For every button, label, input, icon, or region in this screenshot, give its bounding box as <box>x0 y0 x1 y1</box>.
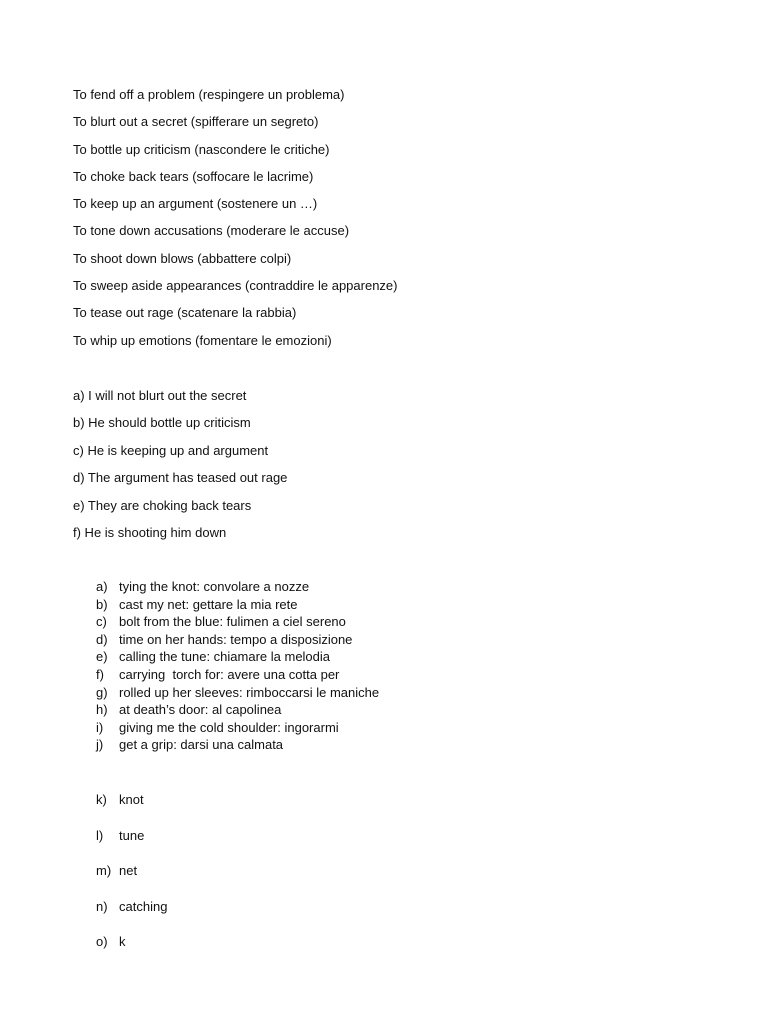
idiom-text: rolled up her sleeves: rimboccarsi le maniche <box>119 684 380 700</box>
list-marker: f) <box>96 666 104 682</box>
example-sentence: a) I will not blurt out the secret <box>73 388 247 403</box>
word-text: knot <box>119 792 144 807</box>
list-marker: d) <box>96 631 108 647</box>
idiom-text: tying the knot: convolare a nozze <box>119 579 310 594</box>
word-text: tune <box>119 827 145 843</box>
idiom-text: bolt from the blue: fulimen a ciel sereno <box>119 614 346 630</box>
idiom-item <box>96 578 379 596</box>
list-marker: k) <box>96 792 107 807</box>
word-text: net <box>119 863 138 878</box>
phrasal-verb-item: To tone down accusations (moderare le accuse) <box>73 223 350 239</box>
idiom-item <box>96 613 379 631</box>
example-sentence: d) The argument has teased out rage <box>73 470 288 486</box>
idiom-item <box>96 684 379 702</box>
word-item <box>96 933 167 969</box>
idiom-text: cast my net: gettare la mia rete <box>119 596 298 612</box>
list-marker: a) <box>96 579 108 594</box>
list-marker: i) <box>96 719 104 735</box>
list-marker: b) <box>96 596 108 612</box>
phrasal-verb-item: To fend off a problem (respingere un problema) <box>73 87 345 102</box>
word-text: catching <box>119 898 168 914</box>
idiom-text: giving me the cold shoulder: ingorarmi <box>119 719 339 735</box>
word-item <box>96 791 167 827</box>
word-text: k <box>119 934 126 949</box>
example-sentence: b) He should bottle up criticism <box>73 415 251 431</box>
phrasal-verb-item: To bottle up criticism (nascondere le critiche) <box>73 141 330 157</box>
idiom-text: at death’s door: al capolinea <box>119 702 282 718</box>
example-sentence: c) He is keeping up and argument <box>73 442 269 458</box>
list-marker: n) <box>96 898 108 914</box>
phrasal-verb-item: To choke back tears (soffocare le lacrime) <box>73 168 314 184</box>
word-item <box>96 898 167 934</box>
list-marker: o) <box>96 934 108 949</box>
idiom-text: time on her hands: tempo a disposizione <box>119 631 353 647</box>
list-marker: e) <box>96 649 108 665</box>
idiom-item <box>96 701 379 719</box>
word-item <box>96 862 167 898</box>
phrasal-verb-item: To sweep aside appearances (contraddire le apparenze) <box>73 278 398 294</box>
example-sentence: f) He is shooting him down <box>73 524 227 540</box>
idiom-text: calling the tune: chiamare la melodia <box>119 649 331 665</box>
list-marker: h) <box>96 702 108 718</box>
phrasal-verb-item: To shoot down blows (abbattere colpi) <box>73 250 292 266</box>
idiom-text: carrying torch for: avere una cotta per <box>119 666 340 682</box>
idiom-text: get a grip: darsi una calmata <box>119 737 284 753</box>
idiom-list <box>96 578 379 754</box>
list-marker: l) <box>96 827 104 843</box>
phrasal-verb-item: To blurt out a secret (spifferare un segreto) <box>73 114 319 130</box>
phrasal-verb-list <box>73 86 397 359</box>
list-marker: j) <box>96 737 104 753</box>
idiom-item <box>96 736 379 754</box>
phrasal-verb-item: To whip up emotions (fomentare le emozioni) <box>73 332 332 348</box>
idiom-item <box>96 631 379 649</box>
example-sentence-list <box>73 387 287 551</box>
list-marker: c) <box>96 614 107 630</box>
idiom-item <box>96 596 379 614</box>
word-item <box>96 827 167 863</box>
phrasal-verb-item: To tease out rage (scatenare la rabbia) <box>73 305 297 321</box>
idiom-item <box>96 719 379 737</box>
phrasal-verb-item: To keep up an argument (sostenere un …) <box>73 196 318 212</box>
idiom-item <box>96 666 379 684</box>
word-list <box>96 791 167 969</box>
list-marker: g) <box>96 684 108 700</box>
list-marker: m) <box>96 863 112 878</box>
idiom-item <box>96 648 379 666</box>
example-sentence: e) They are choking back tears <box>73 497 252 513</box>
